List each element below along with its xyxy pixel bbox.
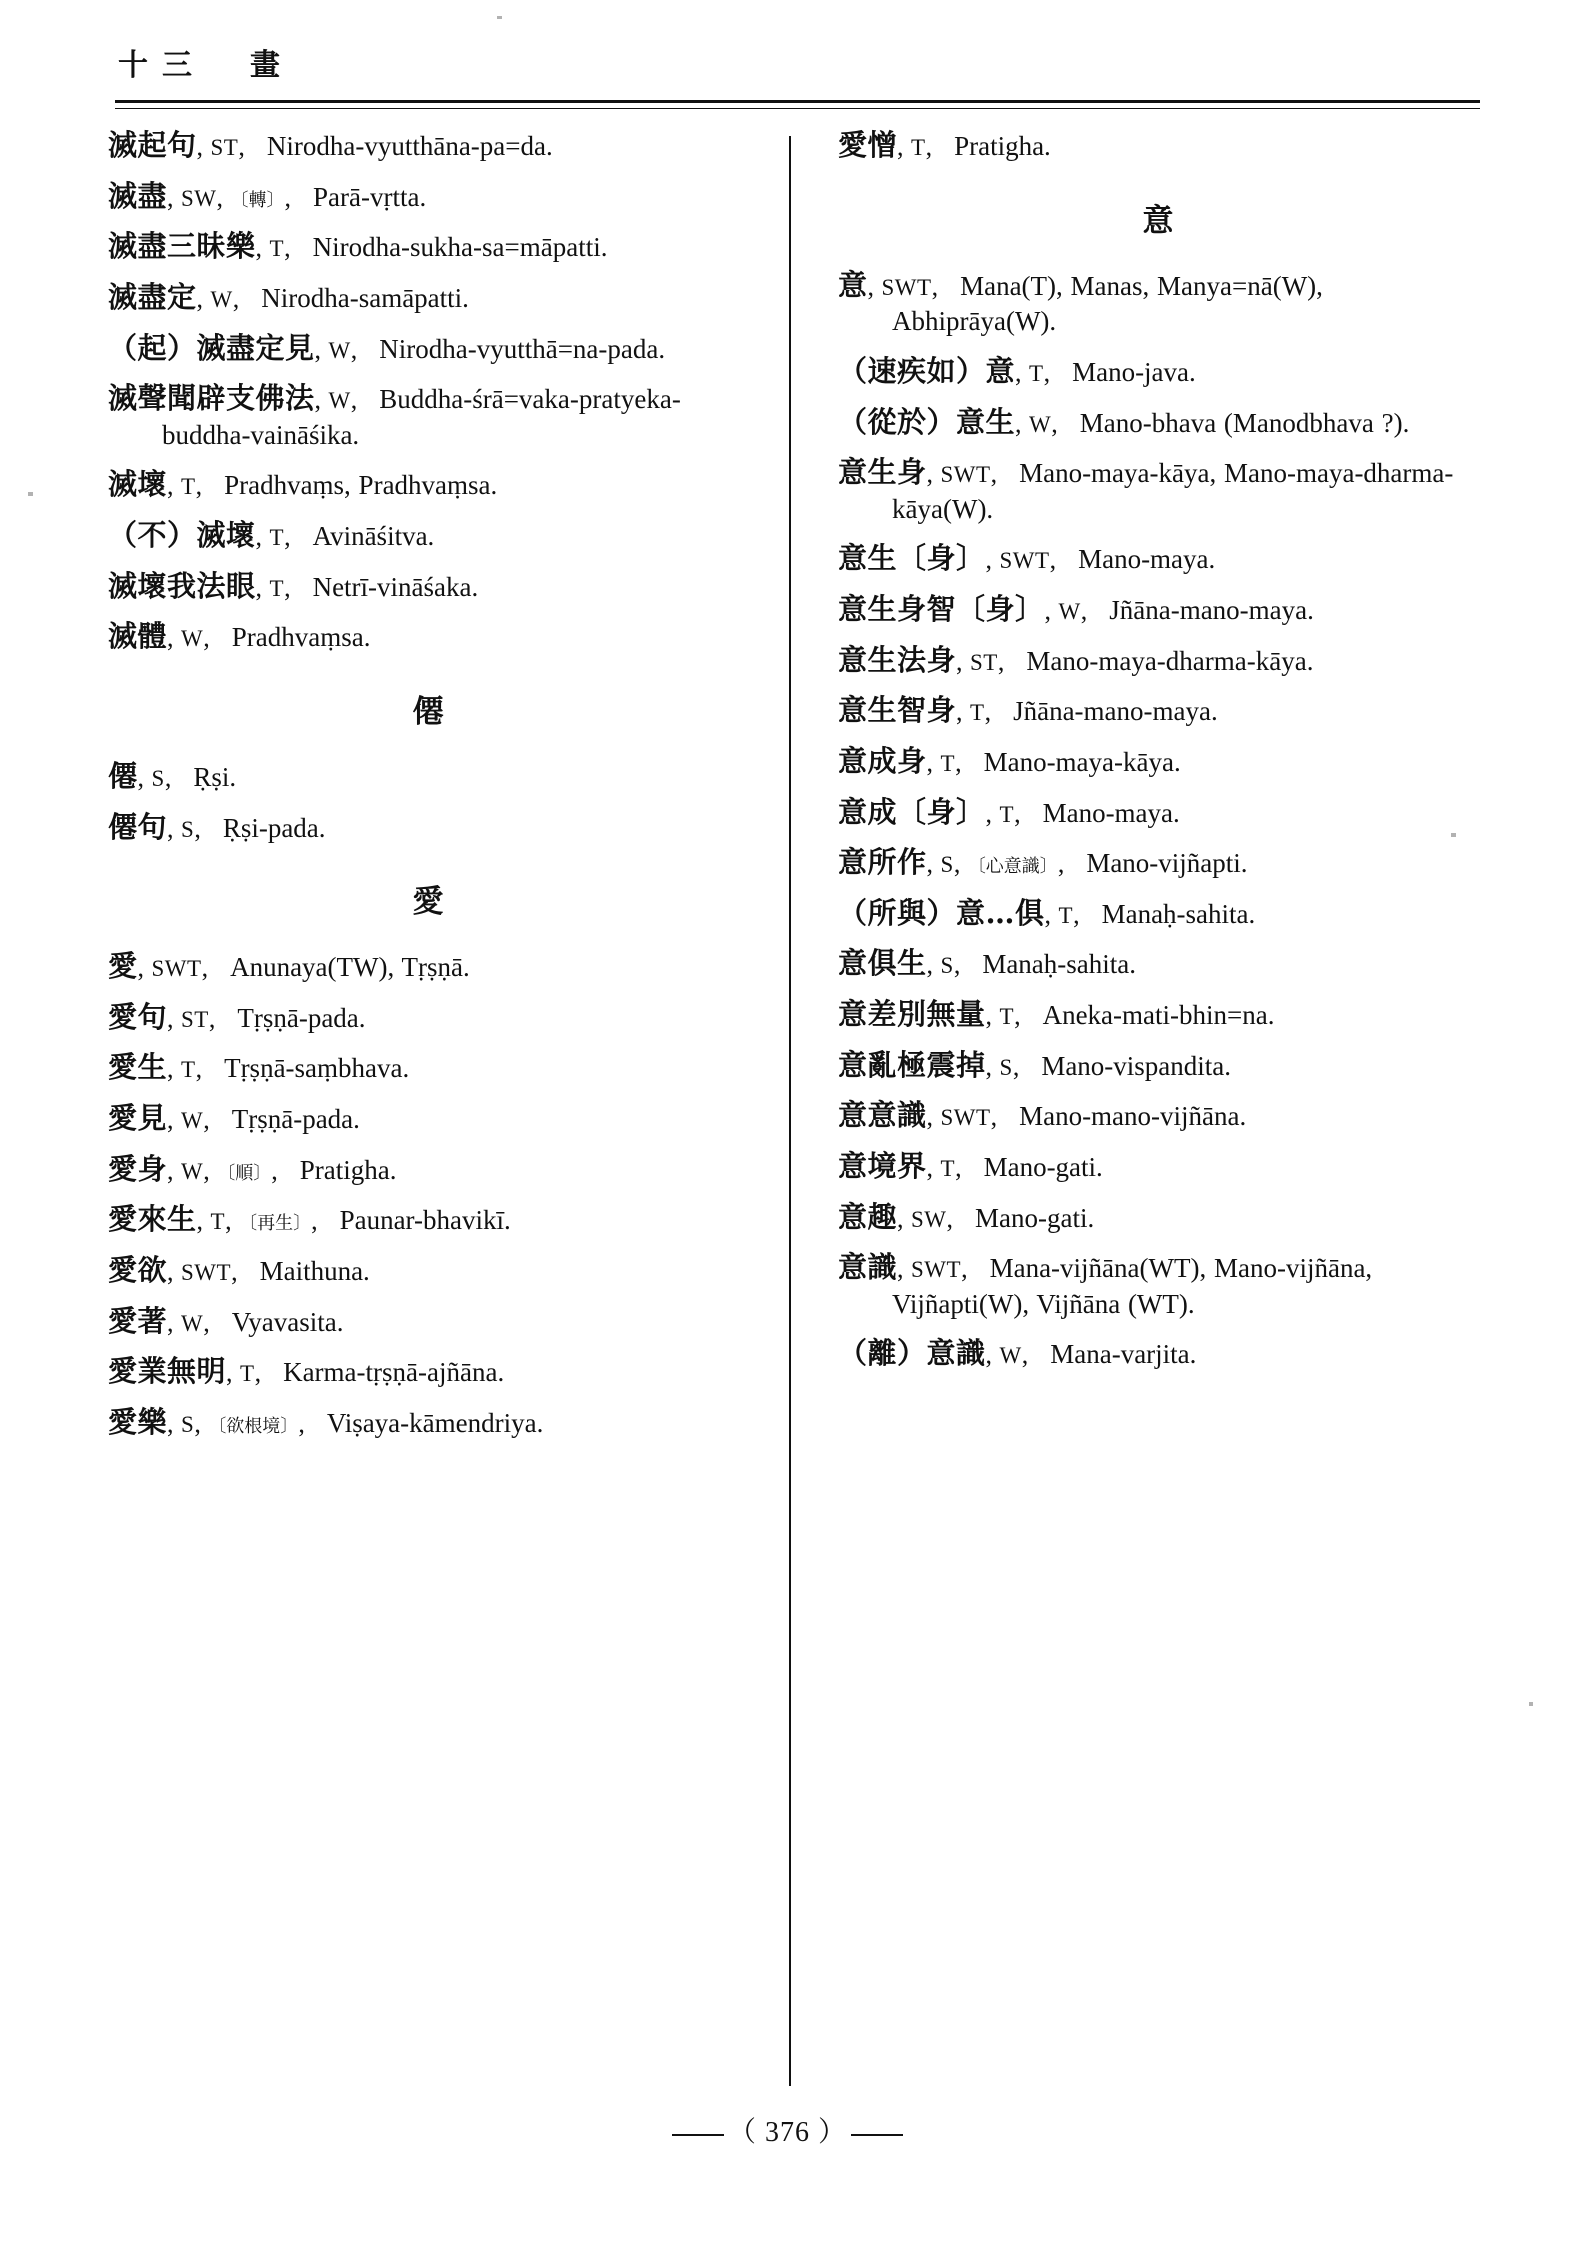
entry-source-sigla: SWT — [940, 1105, 991, 1131]
dictionary-entry: 愛句, ST, Tṛṣṇā-pada. — [108, 999, 366, 1034]
entry-sanskrit: Mano-java. — [1072, 356, 1196, 387]
print-speck — [1529, 1702, 1533, 1706]
entry-source-sigla: W — [210, 286, 233, 312]
entry-sanskrit: Paunar-bhavikī. — [339, 1205, 511, 1236]
entry-headword: 意意識 — [838, 1098, 927, 1133]
entry-headword: 意識 — [838, 1250, 898, 1285]
entry-sanskrit: Anunaya(TW), Tṛṣṇā. — [230, 952, 470, 983]
entry-sanskrit: Mano-maya. — [1042, 797, 1180, 828]
dictionary-entry: 滅聲聞辟支佛法, W, Buddha-śrā=vaka-pratyeka-buddha-vaināśika. — [108, 381, 681, 450]
entry-headword: 意 — [838, 267, 868, 302]
dictionary-entry: 滅起句, ST, Nirodha-vyutthāna-pa=da. — [108, 128, 553, 162]
entry-source-sigla: T — [940, 1155, 956, 1181]
entry-sanskrit: Ṛṣi. — [193, 761, 237, 792]
entry-headword: 愛生 — [108, 1050, 168, 1085]
section-heading: 僊 — [412, 693, 444, 730]
entry-note: 〔轉〕 — [230, 189, 285, 211]
print-speck — [28, 492, 33, 496]
entry-sanskrit: Buddha-śrā=vaka-pratyeka-buddha-vaināśika. — [162, 384, 681, 450]
entry-source-sigla: W — [181, 626, 204, 652]
entry-sanskrit: Aneka-mati-bhin=na. — [1042, 1000, 1275, 1030]
entry-headword: 意趣 — [838, 1199, 898, 1234]
entry-sanskrit: Mana-vijñāna(WT), Mano-vijñāna, Vijñapti(W), Vijñāna (WT). — [892, 1253, 1373, 1319]
header-title: 十三 畫 — [118, 48, 294, 83]
entry-source-sigla: S — [940, 852, 954, 878]
entry-source-sigla: T — [269, 575, 285, 601]
entry-source-sigla: T — [911, 135, 926, 160]
entry-sanskrit: Mano-bhava (Manodbhava ?). — [1079, 407, 1410, 438]
entry-headword: 滅聲聞辟支佛法 — [108, 381, 315, 416]
dictionary-entry: 意生身智〔身〕, W, Jñāna-mano-maya. — [838, 592, 1314, 626]
entry-sanskrit: Nirodha-samāpatti. — [261, 282, 469, 313]
entry-headword: 愛憎 — [838, 128, 898, 162]
header-rule-thick — [115, 100, 1480, 103]
entry-sanskrit: Nirodha-sukha-sa=māpatti. — [312, 232, 608, 263]
dictionary-entry: 愛, SWT, Anunaya(TW), Tṛṣṇā. — [108, 949, 470, 984]
entry-sanskrit: Jñāna-mano-maya. — [1109, 595, 1314, 625]
entry-sanskrit: Ṛṣi-pada. — [222, 812, 326, 843]
entry-sanskrit: Pratigha. — [299, 1154, 397, 1185]
entry-headword: 滅盡 — [108, 178, 168, 213]
dictionary-entry: 僊句, S, Ṛṣi-pada. — [108, 809, 326, 844]
dictionary-entry: 滅盡, SW, 〔轉〕, Parā-vṛtta. — [108, 178, 427, 213]
dictionary-entry: 愛見, W, Tṛṣṇā-pada. — [108, 1101, 360, 1135]
entry-sanskrit: Parā-vṛtta. — [313, 181, 427, 212]
entry-sanskrit: Mano-gati. — [983, 1151, 1103, 1182]
entry-source-sigla: W — [181, 1158, 204, 1184]
dictionary-entry: （起）滅盡定見, W, Nirodha-vyutthā=na-pada. — [108, 330, 666, 365]
dictionary-entry: 意識, SWT, Mana-vijñāna(WT), Mano-vijñāna, Vijñapti(W), Vijñāna (WT). — [838, 1250, 1373, 1319]
entry-source-sigla: S — [999, 1054, 1013, 1080]
folio — [668, 2110, 907, 2150]
entry-headword: （不）滅壞 — [108, 518, 256, 552]
dictionary-entry: 意亂極震掉, S, Mano-vispandita. — [838, 1047, 1232, 1082]
entry-headword: 意所作 — [838, 845, 927, 880]
entry-headword: 意成〔身〕 — [838, 794, 986, 829]
page-footer — [0, 2110, 1575, 2150]
entry-source-sigla: W — [1058, 599, 1081, 624]
entry-sanskrit: Tṛṣṇā-pada. — [231, 1104, 360, 1134]
entry-headword: 滅起句 — [108, 128, 197, 162]
entry-sanskrit: Nirodha-vyutthāna-pa=da. — [266, 131, 553, 161]
dictionary-entry: 愛著, W, Vyavasita. — [108, 1303, 344, 1338]
entry-sanskrit: Mano-maya-kāya, Mano-maya-dharma-kāya(W). — [892, 458, 1454, 524]
dictionary-entry: 意成〔身〕, T, Mano-maya. — [838, 794, 1180, 829]
entry-sanskrit: Maithuna. — [259, 1255, 370, 1286]
print-speck — [497, 16, 502, 19]
dictionary-entry: 意生〔身〕, SWT, Mano-maya. — [838, 541, 1216, 576]
dictionary-entry: 意趣, SW, Mano-gati. — [838, 1199, 1095, 1234]
dictionary-entry: （離）意識, W, Mana-varjita. — [838, 1336, 1197, 1371]
entry-sanskrit: Avināśitva. — [312, 521, 435, 551]
entry-headword: （所與）意…俱 — [838, 895, 1045, 930]
entry-headword: 滅盡三昧樂 — [108, 229, 256, 264]
entry-sanskrit: Mano-mano-vijñāna. — [1019, 1101, 1247, 1132]
entry-source-sigla: T — [240, 1361, 255, 1387]
dictionary-entry: 滅體, W, Pradhvaṃsa. — [108, 619, 371, 654]
entry-headword: （起）滅盡定見 — [108, 330, 315, 365]
entry-headword: 愛欲 — [108, 1252, 168, 1287]
entry-note: 〔順〕 — [217, 1162, 272, 1184]
entry-headword: 滅體 — [108, 619, 168, 654]
entry-source-sigla: W — [181, 1108, 204, 1133]
entry-headword: 僊 — [108, 758, 138, 793]
dictionary-entry: 意生法身, ST, Mano-maya-dharma-kāya. — [838, 642, 1314, 677]
print-speck — [1451, 833, 1456, 837]
entry-headword: 意生法身 — [838, 642, 957, 677]
entry-sanskrit: Vyavasita. — [231, 1306, 344, 1337]
dictionary-entry: （不）滅壞, T, Avināśitva. — [108, 518, 435, 552]
entry-sanskrit: Mano-maya-dharma-kāya. — [1026, 645, 1314, 676]
entry-sanskrit: Manaḥ-sahita. — [982, 949, 1137, 980]
entry-headword: 意亂極震掉 — [838, 1047, 986, 1082]
dictionary-entry: 滅壞, T, Pradhvaṃs, Pradhvaṃsa. — [108, 467, 498, 502]
entry-sanskrit: Mana-varjita. — [1050, 1339, 1197, 1370]
entry-sanskrit: Manaḥ-sahita. — [1101, 898, 1256, 929]
entry-sanskrit: Mano-maya-kāya. — [983, 746, 1181, 777]
entry-headword: 意生智身 — [838, 693, 957, 728]
entry-headword: 愛見 — [108, 1101, 168, 1135]
dictionary-entry: 愛生, T, Tṛṣṇā-saṃbhava. — [108, 1050, 410, 1085]
entry-headword: 意生身智〔身〕 — [838, 592, 1045, 626]
entry-sanskrit: Jñāna-mano-maya. — [1013, 696, 1218, 727]
entry-headword: 愛業無明 — [108, 1354, 227, 1389]
entry-source-sigla: W — [999, 1343, 1022, 1369]
dictionary-entry: 意境界, T, Mano-gati. — [838, 1148, 1103, 1183]
entry-sanskrit: Mano-vijñapti. — [1086, 848, 1248, 879]
entry-headword: 滅盡定 — [108, 279, 197, 314]
entry-source-sigla: W — [328, 388, 351, 414]
entry-source-sigla: T — [181, 1057, 196, 1083]
entry-headword: 意差別無量 — [838, 997, 986, 1031]
dictionary-entry: 意差別無量, T, Aneka-mati-bhin=na. — [838, 997, 1275, 1031]
entry-sanskrit: Pratigha. — [954, 131, 1051, 161]
entry-source-sigla: W — [1029, 411, 1052, 437]
section-heading: 意 — [1142, 202, 1174, 239]
left-column — [108, 126, 748, 1453]
entry-source-sigla: SWT — [151, 956, 202, 982]
entry-headword: 愛樂 — [108, 1404, 168, 1439]
entry-source-sigla: S — [940, 953, 954, 979]
dictionary-entry: 意生身, SWT, Mano-maya-kāya, Mano-maya-dharma-kāya(W). — [838, 455, 1454, 524]
entry-source-sigla: T — [181, 474, 196, 500]
entry-headword: 意生身 — [838, 455, 927, 490]
entry-sanskrit: Mana(T), Manas, Manya=nā(W), Abhiprāya(W). — [892, 270, 1323, 337]
entry-source-sigla: SWT — [881, 274, 932, 300]
entry-source-sigla: SW — [911, 1206, 947, 1232]
dictionary-entry: 愛憎, T, Pratigha. — [838, 128, 1051, 162]
entry-headword: 愛身 — [108, 1151, 168, 1186]
entry-headword: 滅壞我法眼 — [108, 568, 256, 603]
entry-headword: 意生〔身〕 — [838, 541, 986, 576]
dictionary-entry: 愛來生, T, 〔再生〕, Paunar-bhavikī. — [108, 1202, 511, 1237]
entry-headword: 愛著 — [108, 1303, 168, 1338]
entry-headword: 意俱生 — [838, 946, 927, 981]
entry-source-sigla: T — [1029, 360, 1044, 386]
dictionary-entry: （從於）意生, W, Mano-bhava (Manodbhava ?). — [838, 404, 1410, 439]
dictionary-entry: 意成身, T, Mano-maya-kāya. — [838, 743, 1181, 778]
entry-source-sigla: W — [181, 1310, 204, 1336]
entry-source-sigla: T — [999, 801, 1015, 827]
entry-source-sigla: S — [181, 816, 195, 842]
page-number: （ 376 ） — [727, 2117, 847, 2148]
dictionary-entry: （所與）意…俱, T, Manaḥ-sahita. — [838, 895, 1256, 930]
entry-headword: 滅壞 — [108, 467, 168, 502]
dictionary-entry: 意, SWT, Mana(T), Manas, Manya=nā(W), Abhiprāya(W). — [838, 267, 1323, 337]
entry-sanskrit: Mano-gati. — [975, 1202, 1095, 1233]
entry-source-sigla: SW — [181, 185, 217, 211]
entry-headword: （從於）意生 — [838, 404, 1016, 439]
entry-source-sigla: SWT — [181, 1259, 232, 1285]
dictionary-entry: 愛欲, SWT, Maithuna. — [108, 1252, 370, 1287]
entry-headword: （速疾如）意 — [838, 353, 1016, 388]
entry-note: 〔再生〕 — [239, 1213, 312, 1235]
entry-source-sigla: ST — [181, 1006, 209, 1032]
entry-sanskrit: Netrī-vināśaka. — [312, 571, 479, 602]
entry-source-sigla: T — [970, 700, 985, 726]
entry-source-sigla: T — [210, 1209, 226, 1235]
entry-source-sigla: W — [328, 337, 351, 363]
entry-sanskrit: Nirodha-vyutthā=na-pada. — [379, 333, 666, 364]
entry-headword: 僊句 — [108, 809, 168, 844]
entry-headword: 愛句 — [108, 999, 168, 1034]
entry-source-sigla: S — [181, 1411, 195, 1437]
entry-note: 〔心意識〕 — [967, 856, 1058, 878]
entry-headword: 愛來生 — [108, 1202, 197, 1237]
entry-source-sigla: T — [1058, 902, 1074, 928]
entry-source-sigla: T — [940, 750, 956, 776]
entry-sanskrit: Tṛṣṇā-pada. — [237, 1002, 366, 1033]
dictionary-entry: 滅壞我法眼, T, Netrī-vināśaka. — [108, 568, 479, 603]
entry-source-sigla: S — [151, 765, 165, 791]
entry-sanskrit: Mano-vispandita. — [1041, 1050, 1232, 1081]
entry-source-sigla: ST — [210, 135, 239, 160]
entry-headword: 意成身 — [838, 743, 927, 778]
section-heading: 愛 — [412, 884, 444, 921]
entry-sanskrit: Karma-tṛṣṇā-ajñāna. — [283, 1357, 505, 1388]
dictionary-entry: 愛身, W, 〔順〕, Pratigha. — [108, 1151, 397, 1186]
dictionary-entry: 僊, S, Ṛṣi. — [108, 758, 237, 793]
entry-sanskrit: Pradhvaṃsa. — [231, 622, 371, 653]
entry-note: 〔欲根境〕 — [208, 1415, 299, 1437]
entry-source-sigla: ST — [970, 649, 998, 675]
header-rule-thin — [115, 108, 1480, 109]
right-column — [838, 126, 1478, 1385]
entry-source-sigla: SWT — [911, 1257, 962, 1283]
entry-source-sigla: T — [999, 1004, 1015, 1029]
entry-sanskrit: Mano-maya. — [1078, 544, 1216, 575]
dictionary-entry: 滅盡三昧樂, T, Nirodha-sukha-sa=māpatti. — [108, 229, 608, 264]
entry-headword: 愛 — [108, 949, 138, 984]
dictionary-entry: 意俱生, S, Manaḥ-sahita. — [838, 946, 1137, 981]
entry-headword: （離）意識 — [838, 1336, 986, 1371]
entry-source-sigla: SWT — [999, 548, 1050, 574]
entry-sanskrit: Viṣaya-kāmendriya. — [326, 1407, 544, 1438]
entry-headword: 意境界 — [838, 1148, 927, 1183]
entry-source-sigla: T — [269, 525, 285, 550]
dictionary-entry: 意意識, SWT, Mano-mano-vijñāna. — [838, 1098, 1247, 1133]
dictionary-entry: 愛樂, S, 〔欲根境〕, Viṣaya-kāmendriya. — [108, 1404, 544, 1439]
entry-sanskrit: Pradhvaṃs, Pradhvaṃsa. — [224, 470, 498, 501]
dictionary-entry: 意生智身, T, Jñāna-mano-maya. — [838, 693, 1218, 728]
dictionary-entry: （速疾如）意, T, Mano-java. — [838, 353, 1196, 388]
entry-source-sigla: T — [269, 236, 285, 262]
page-header — [118, 40, 1478, 102]
entry-source-sigla: SWT — [940, 462, 991, 488]
dictionary-entry: 意所作, S, 〔心意識〕, Mano-vijñapti. — [838, 845, 1248, 880]
entry-sanskrit: Tṛṣṇā-saṃbhava. — [224, 1053, 410, 1084]
dictionary-entry: 愛業無明, T, Karma-tṛṣṇā-ajñāna. — [108, 1354, 505, 1389]
dictionary-entry: 滅盡定, W, Nirodha-samāpatti. — [108, 279, 469, 314]
column-divider — [789, 136, 791, 2086]
